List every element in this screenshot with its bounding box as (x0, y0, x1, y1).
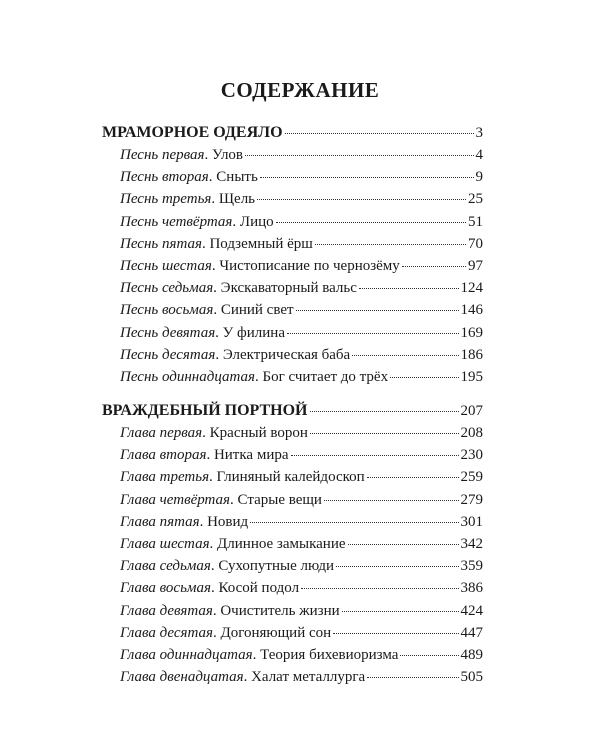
page-number: 207 (460, 403, 483, 419)
toc-part-1 (102, 121, 483, 388)
toc-entry[interactable] (102, 322, 483, 344)
toc-entry[interactable] (102, 233, 483, 255)
page-number: 279 (460, 491, 483, 508)
entry-prefix: Песнь вторая (120, 169, 209, 186)
leader-dots (287, 333, 459, 334)
toc-entry[interactable] (102, 444, 483, 466)
entry-prefix: Глава пятая (120, 513, 200, 530)
part-title: ВРАЖДЕБНЫЙ ПОРТНОЙ (102, 402, 308, 419)
leader-dots (291, 455, 459, 456)
toc-entry[interactable] (102, 511, 483, 533)
page-number: 4 (475, 147, 483, 163)
toc-entry[interactable] (102, 466, 483, 488)
leader-dots (367, 677, 458, 678)
entry-title: . Теория бихевиоризма (252, 646, 399, 663)
leader-dots (276, 222, 466, 223)
entry-prefix: Песнь девятая (120, 324, 216, 341)
toc-entry[interactable] (102, 344, 483, 366)
toc-entry[interactable] (102, 277, 483, 299)
leader-dots (324, 500, 459, 501)
entry-title: . Новид (199, 513, 249, 530)
entry-title: . Нитка мира (206, 447, 289, 464)
page-number: 489 (460, 646, 483, 663)
page-number: 505 (460, 669, 483, 686)
page-number: 124 (460, 280, 483, 297)
leader-dots (367, 477, 459, 478)
entry-prefix: Глава третья (120, 469, 210, 486)
entry-title: . Длинное замыкание (209, 535, 346, 552)
entry-title: . Сухопутные люди (210, 558, 335, 575)
toc-entry[interactable] (102, 166, 483, 188)
page-number: 301 (460, 513, 483, 530)
toc-entry[interactable] (102, 366, 483, 388)
entry-title: . Догоняющий сон (212, 624, 332, 641)
leader-dots (333, 633, 458, 634)
entry-title: . Щель (211, 191, 256, 208)
entry-prefix: Глава двенадцатая (120, 669, 244, 686)
entry-prefix: Глава десятая (120, 624, 213, 641)
page-number: 342 (460, 535, 483, 552)
page-title: СОДЕРЖАНИЕ (220, 78, 380, 102)
entry-title: . Старые вещи (230, 491, 322, 508)
toc-entry[interactable] (102, 555, 483, 577)
leader-dots (245, 155, 473, 156)
page-number: 70 (468, 235, 483, 252)
leader-dots (301, 588, 458, 589)
entry-prefix: Песнь десятая (120, 346, 216, 363)
toc-part-heading[interactable] (102, 399, 483, 422)
entry-title: . У филина (215, 324, 285, 341)
entry-prefix: Глава восьмая (120, 580, 211, 597)
toc-part-2 (102, 399, 483, 688)
leader-dots (400, 655, 458, 656)
entry-title: . Косой подол (210, 580, 300, 597)
entry-prefix: Глава вторая (120, 447, 207, 464)
leader-dots (352, 355, 458, 356)
entry-title: . Синий свет (213, 302, 294, 319)
toc-entry[interactable] (102, 255, 483, 277)
entry-title: . Электрическая баба (215, 346, 351, 363)
entry-title: . Подземный ёрш (201, 235, 313, 252)
leader-dots (285, 133, 474, 134)
page-number: 186 (460, 346, 483, 363)
leader-dots (348, 544, 459, 545)
page-number: 447 (460, 624, 483, 641)
page-number: 230 (460, 447, 483, 464)
page-number: 208 (460, 425, 483, 441)
entry-prefix: Глава четвёртая (120, 491, 231, 508)
entry-title: . Глиняный калейдоскоп (209, 469, 365, 486)
leader-dots (342, 611, 459, 612)
page-number: 424 (460, 602, 483, 619)
entry-prefix: Песнь третья (120, 191, 212, 208)
leader-dots (359, 288, 459, 289)
entry-prefix: Глава одиннадцатая (120, 646, 253, 663)
entry-title: . Красный ворон (202, 425, 308, 441)
page-number: 195 (460, 368, 483, 385)
toc-entry[interactable] (102, 622, 483, 644)
leader-dots (310, 411, 459, 412)
entry-prefix: Песнь четвёртая (120, 213, 233, 230)
page-number: 9 (475, 169, 483, 186)
toc-entry[interactable] (102, 533, 483, 555)
leader-dots (315, 244, 466, 245)
toc-entry[interactable] (102, 644, 483, 666)
part-title: МРАМОРНОЕ ОДЕЯЛО (102, 124, 283, 141)
page-number: 259 (460, 469, 483, 486)
entry-title: . Сныть (208, 169, 258, 186)
page-number: 386 (460, 580, 483, 597)
toc-entry[interactable] (102, 144, 483, 166)
toc-entry[interactable] (102, 666, 483, 688)
leader-dots (402, 266, 466, 267)
page-number: 51 (468, 213, 483, 230)
entry-prefix: Глава девятая (120, 602, 213, 619)
entry-title: . Улов (204, 147, 244, 163)
entry-prefix: Глава седьмая (120, 558, 211, 575)
entry-prefix: Песнь первая (120, 147, 205, 163)
page-number: 359 (460, 558, 483, 575)
leader-dots (250, 522, 458, 523)
entry-prefix: Песнь шестая (120, 257, 212, 274)
toc-entry[interactable] (102, 600, 483, 622)
entry-prefix: Песнь седьмая (120, 280, 214, 297)
leader-dots (390, 377, 458, 378)
entry-prefix: Песнь одиннадцатая (120, 368, 255, 385)
toc-entry[interactable] (102, 188, 483, 210)
entry-title: . Экскаваторный вальс (213, 280, 357, 297)
leader-dots (257, 199, 466, 200)
toc-entry[interactable] (102, 489, 483, 511)
entry-prefix: Глава шестая (120, 535, 210, 552)
leader-dots (310, 433, 459, 434)
entry-title: . Бог считает до трёх (255, 368, 389, 385)
toc-entry[interactable] (102, 577, 483, 599)
page-number: 169 (460, 324, 483, 341)
leader-dots (336, 566, 458, 567)
page-number: 146 (460, 302, 483, 319)
entry-prefix: Глава первая (120, 425, 203, 441)
entry-title: . Лицо (232, 213, 274, 230)
entry-title: . Чистописание по чернозёму (211, 257, 400, 274)
entry-title: . Халат металлурга (243, 669, 366, 686)
toc-entry[interactable] (102, 211, 483, 233)
page-number: 97 (468, 257, 483, 274)
toc-part-heading[interactable] (102, 121, 483, 144)
entry-prefix: Песнь пятая (120, 235, 202, 252)
toc-entry[interactable] (102, 299, 483, 321)
page-number: 25 (468, 191, 483, 208)
entry-title: . Очиститель жизни (212, 602, 340, 619)
page-number: 3 (475, 125, 483, 141)
leader-dots (296, 310, 459, 311)
leader-dots (260, 177, 474, 178)
entry-prefix: Песнь восьмая (120, 302, 214, 319)
toc-entry[interactable] (102, 422, 483, 444)
